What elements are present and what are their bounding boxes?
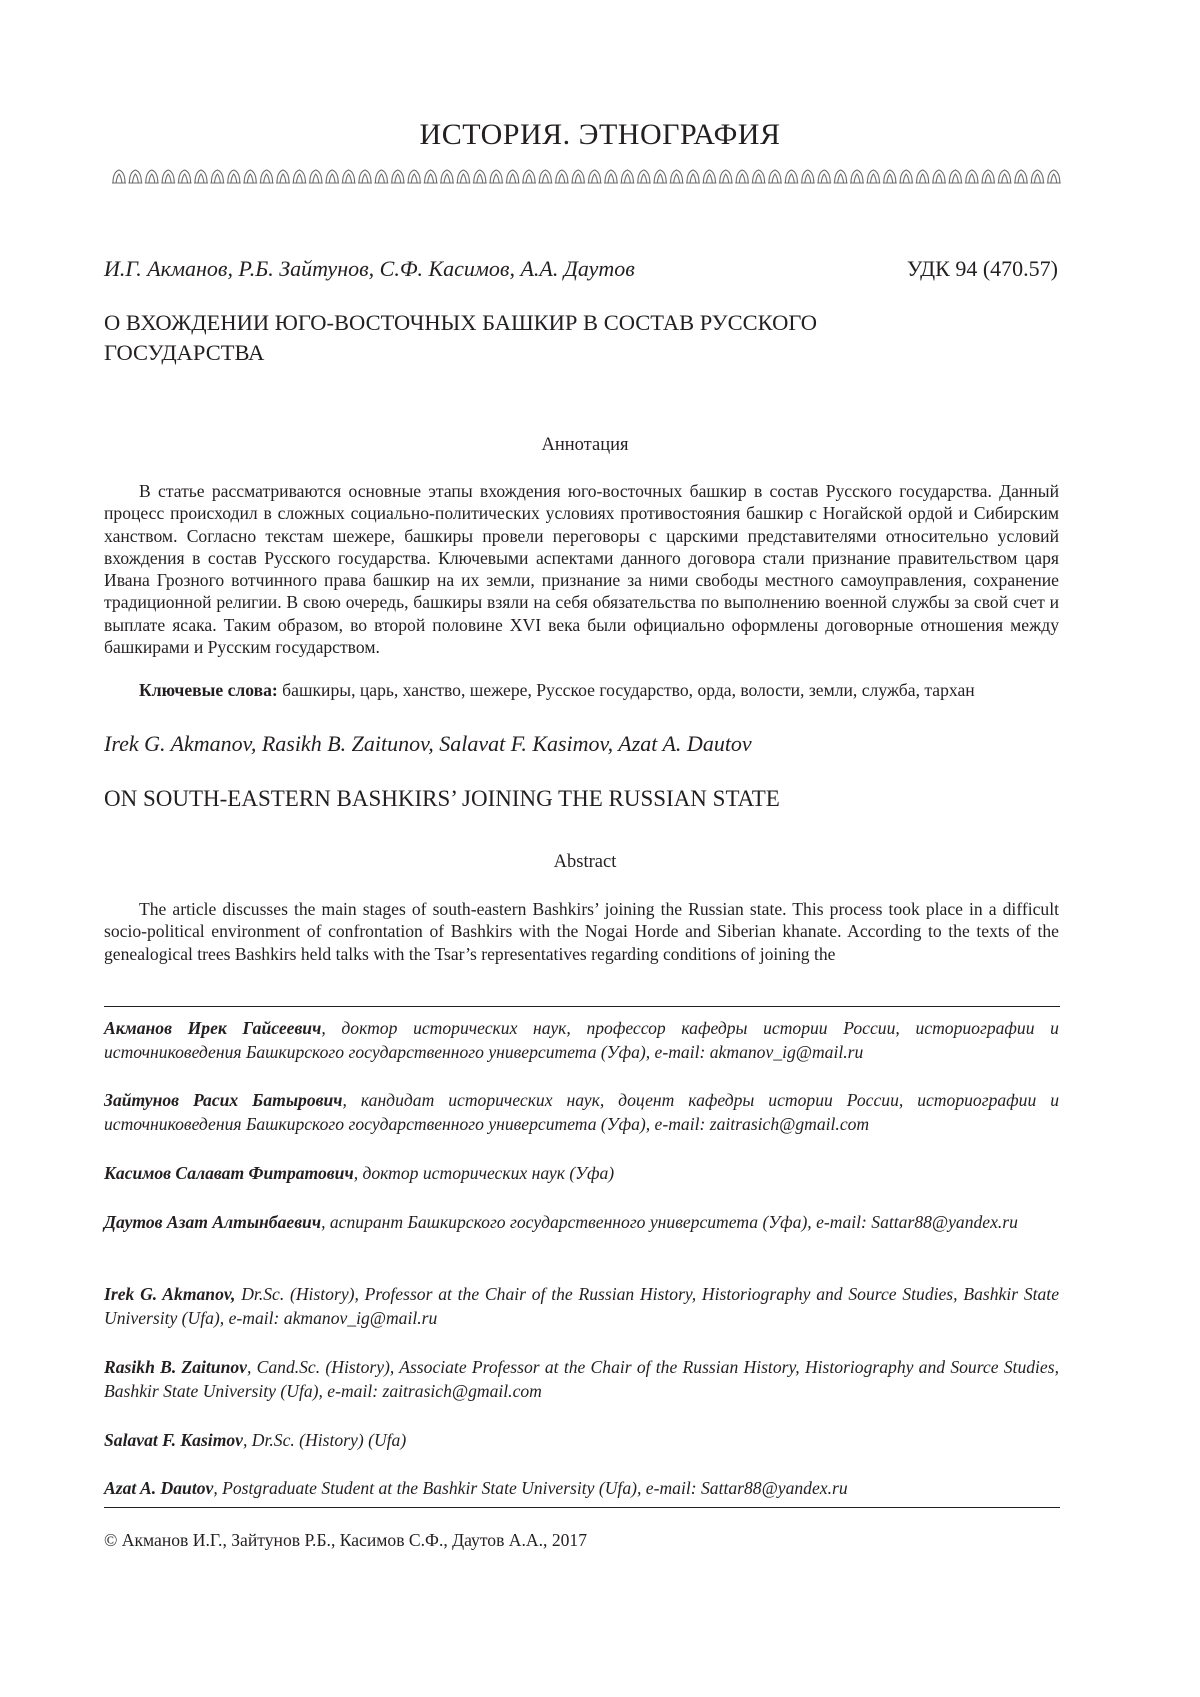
ornament-motif <box>145 170 159 183</box>
section-title: ИСТОРИЯ. ЭТНОГРАФИЯ <box>419 118 781 151</box>
author-note-2 <box>104 1088 1059 1136</box>
author-note-3 <box>104 1161 1059 1185</box>
ornament-motif <box>981 170 995 183</box>
author-note-text: Dr.Sc. (History), Professor at the Chair of the Russian History, Historiography and Source Studies, Bashkir State University (Ufa), e-mail: akmanov_ig@mail.ru <box>104 1284 1060 1328</box>
author-note-name: Касимов Салават Фитратович <box>104 1163 354 1183</box>
ornament-motif <box>604 170 618 183</box>
keywords <box>139 680 975 701</box>
copyright: © Акманов И.Г., Зайтунов Р.Б., Касимов С.Ф., Даутов А.А., 2017 <box>104 1530 588 1550</box>
article-title-ru-line2: ГОСУДАРСТВА <box>104 340 265 365</box>
author-note-text: , кандидат исторических наук, доцент кафедры истории России, историографии и источниковедения Башкирского государственного университета (Уфа), e-mail: zaitrasich@gmail.com <box>104 1090 1059 1134</box>
ornament-motif <box>260 170 274 183</box>
footnote-rule-bottom <box>104 1507 1060 1508</box>
author-note-name: Azat A. Dautov <box>104 1478 214 1498</box>
author-note-text: , аспирант Башкирского государственного университета (Уфа), e-mail: Sattar88@yandex.ru <box>321 1212 1018 1232</box>
ornament-motif <box>768 170 782 183</box>
author-note-name: Акманов Ирек Гайсеевич <box>104 1018 322 1038</box>
ornament-motif <box>916 170 930 183</box>
footnote-rule-top <box>104 1006 1060 1007</box>
abstract-text: The article discusses the main stages of south-eastern Bashkirs’ joining the Russian state. This process took place in a difficult socio-political environment of confrontation of Bashkirs with the Nogai Horde and Siberian khanate. According to the texts of the genealogical trees Bashkirs held talks with the Tsar’s representatives regarding conditions of joining the <box>104 899 1059 964</box>
ornament-motif <box>456 170 470 183</box>
ornament-motif <box>292 170 306 183</box>
annotation-text: В статье рассматриваются основные этапы вхождения юго-восточных башкир в состав Русского государства. Данный процесс происходил в сложных социально-политических условиях противостояния башкир с Ногайской ордой и Сибирским ханством. Согласно текстам шежере, башкиры провели переговоры с царскими представителями относительно условий вхождения в состав Русского государства. Ключевыми аспектами данного договора стали признание правительством царя Ивана Грозного вотчинного права башкир на их земли, признание за ними свободы местного самоуправления, сохранение традиционной религии. В свою очередь, башкиры взяли на себя обязательства по выполнению военной службы за свой счет и выплате ясака. Таким образом, во второй половине XVI века были официально оформлены договорные отношения между башкирами и Русским государством. <box>104 481 1059 658</box>
ornament-motif <box>571 170 585 183</box>
ornament-motif <box>325 170 339 183</box>
ornament-motif <box>1030 170 1044 183</box>
ornament-motif <box>620 170 634 183</box>
ornament-motif <box>588 170 602 183</box>
article-title-en: ON SOUTH-EASTERN BASHKIRS’ JOINING THE RUSSIAN STATE <box>104 786 780 811</box>
author-note-name: Irek G. Akmanov, <box>104 1284 236 1304</box>
keywords-text: башкиры, царь, ханство, шежере, Русское государство, орда, волости, земли, служба, тархан <box>277 680 975 700</box>
ornament-motif <box>653 170 667 183</box>
author-note-8 <box>104 1476 1059 1500</box>
ornament-motif <box>752 170 766 183</box>
author-note-6 <box>104 1355 1059 1403</box>
author-note-text: , Dr.Sc. (History) (Ufa) <box>242 1430 407 1450</box>
ornament-motif <box>112 170 126 183</box>
abstract-heading: Abstract <box>553 852 617 872</box>
ornament-motif <box>489 170 503 183</box>
ornament-motif <box>702 170 716 183</box>
ornament-motif <box>194 170 208 183</box>
ornament-motif <box>440 170 454 183</box>
annotation-heading: Аннотация <box>541 435 629 455</box>
author-note-text: , доктор исторических наук (Уфа) <box>353 1163 615 1183</box>
keywords-label: Ключевые слова: <box>139 680 278 700</box>
ornament-motif <box>719 170 733 183</box>
ornament-motif <box>374 170 388 183</box>
ornament-motif <box>686 170 700 183</box>
ornament-motif <box>538 170 552 183</box>
author-note-text: , Postgraduate Student at the Bashkir State University (Ufa), e-mail: Sattar88@yandex.ru <box>213 1478 848 1498</box>
author-note-name: Даутов Азат Алтынбаевич <box>104 1212 322 1232</box>
ornament-motif <box>227 170 241 183</box>
author-note-name: Salavat F. Kasimov <box>104 1430 243 1450</box>
ornament-motif <box>473 170 487 183</box>
udk-code: УДК 94 (470.57) <box>906 256 1058 281</box>
article-title-ru <box>104 308 1004 368</box>
author-note-name: Зайтунов Расих Батырович <box>104 1090 343 1110</box>
ornament-motif <box>735 170 749 183</box>
ornament-motif <box>948 170 962 183</box>
ornament-motif <box>276 170 290 183</box>
ornament-motif <box>555 170 569 183</box>
ornament-motif <box>784 170 798 183</box>
ornament-motif <box>1014 170 1028 183</box>
ornament-motif <box>391 170 405 183</box>
ornament-motif <box>965 170 979 183</box>
ornament-motif <box>506 170 520 183</box>
author-note-4 <box>104 1210 1059 1234</box>
ornament-motif <box>801 170 815 183</box>
ornament-motif <box>998 170 1012 183</box>
ornament-motif <box>866 170 880 183</box>
ornament-motif <box>932 170 946 183</box>
authors-en: Irek G. Akmanov, Rasikh B. Zaitunov, Salavat F. Kasimov, Azat A. Dautov <box>104 731 752 756</box>
ornament-motif <box>178 170 192 183</box>
ornament-motif <box>637 170 651 183</box>
author-note-name: Rasikh B. Zaitunov <box>104 1357 247 1377</box>
ornament-motif <box>128 170 142 183</box>
ornament-motif <box>670 170 684 183</box>
author-note-text: , доктор исторических наук, профессор кафедры истории России, историографии и источниковедения Башкирского государственного университета (Уфа), e-mail: akmanov_ig@mail.ru <box>104 1018 1059 1062</box>
author-note-text: , Cand.Sc. (History), Associate Professor at the Chair of the Russian History, Historiography and Source Studies, Bashkir State University (Ufa), e-mail: zaitrasich@gmail.com <box>104 1357 1059 1401</box>
ornament-motif <box>850 170 864 183</box>
author-note-1 <box>104 1016 1059 1064</box>
ornament-motif <box>883 170 897 183</box>
ornament-motif <box>210 170 224 183</box>
ornament-motif <box>424 170 438 183</box>
author-note-5 <box>104 1282 1059 1330</box>
author-note-7 <box>104 1428 1059 1452</box>
ornament-motif <box>817 170 831 183</box>
ornament-motif <box>358 170 372 183</box>
ornament-motif <box>899 170 913 183</box>
ornament-motif <box>834 170 848 183</box>
article-title-ru-line1: О ВХОЖДЕНИИ ЮГО-ВОСТОЧНЫХ БАШКИР В СОСТАВ РУССКОГО <box>104 310 818 335</box>
ornament-motif <box>309 170 323 183</box>
ornament-motif <box>1047 170 1061 183</box>
ornament-motif <box>522 170 536 183</box>
ornament-motif <box>243 170 257 183</box>
ornament-motif <box>407 170 421 183</box>
authors-ru: И.Г. Акманов, Р.Б. Зайтунов, С.Ф. Касимов, А.А. Даутов <box>104 256 635 281</box>
ornament-divider <box>111 166 1061 186</box>
ornament-motif <box>342 170 356 183</box>
ornament-motif <box>161 170 175 183</box>
